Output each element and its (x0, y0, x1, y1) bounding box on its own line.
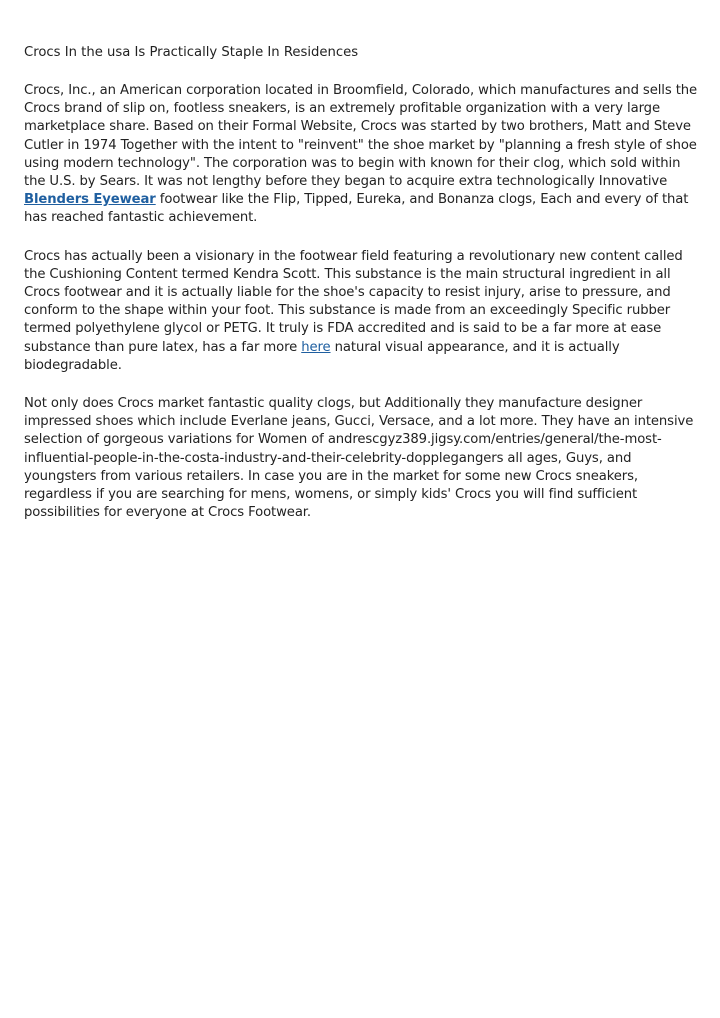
here-link[interactable]: here (301, 339, 331, 355)
paragraph-2-text-end: natural visual appearance, and it is actually biodegradable. (24, 339, 620, 373)
paragraph-2 (24, 248, 700, 375)
document-title: Crocs In the usa Is Practically Staple In Residences (24, 45, 359, 60)
paragraph-3: Not only does Crocs market fantastic quality clogs, but Additionally they manufacture designer impressed shoes which include Everlane jeans, Gucci, Versace, and a lot more. They have an intensive selection of gorgeous variations for Women of andrescgyz389.jigsy.com/entries/general/the-most-influential-people-in-the-costa-industry-and-their-celebrity-dopplegangers all ages, Guys, and youngsters from various retailers. In case you are in the market for some new Crocs sneakers, regardless if you are searching for mens, womens, or simply kids' Crocs you will find sufficient possibilities for everyone at Crocs Footwear. (24, 396, 694, 521)
paragraph-1 (24, 82, 700, 228)
paragraph-2-text-start: Crocs has actually been a visionary in the footwear field featuring a revolutionary new content called the Cushioning Content termed Kendra Scott. This substance is the main structural ingredient in all Crocs footwear and it is actually liable for the shoe's capacity to resist injury, arise to pressure, and conform to the shape within your foot. This substance is made from an exceedingly Specific rubber termed polyethylene glycol or PETG. It truly is FDA accredited and is said to be a far more at ease substance than pure latex, has a far more (24, 248, 683, 355)
paragraph-1-text-end: footwear like the Flip, Tipped, Eureka, and Bonanza clogs, Each and every of that has reached fantastic achievement. (24, 192, 689, 226)
paragraph-1-text-start: Crocs, Inc., an American corporation located in Broomfield, Colorado, which manufactures and sells the Crocs brand of slip on, footless sneakers, is an extremely profitable organization with a very large marketplace share. Based on their Formal Website, Crocs was started by two brothers, Matt and Steve Cutler in 1974 Together with the intent to "reinvent" the shoe market by "planning a fresh style of shoe using modern technology". The corporation was to begin with known for their clog, which sold within the U.S. by Sears. It was not lengthy before they began to acquire extra technologically Innovative (24, 83, 698, 190)
blenders-eyewear-link[interactable]: Blenders Eyewear (24, 192, 156, 208)
